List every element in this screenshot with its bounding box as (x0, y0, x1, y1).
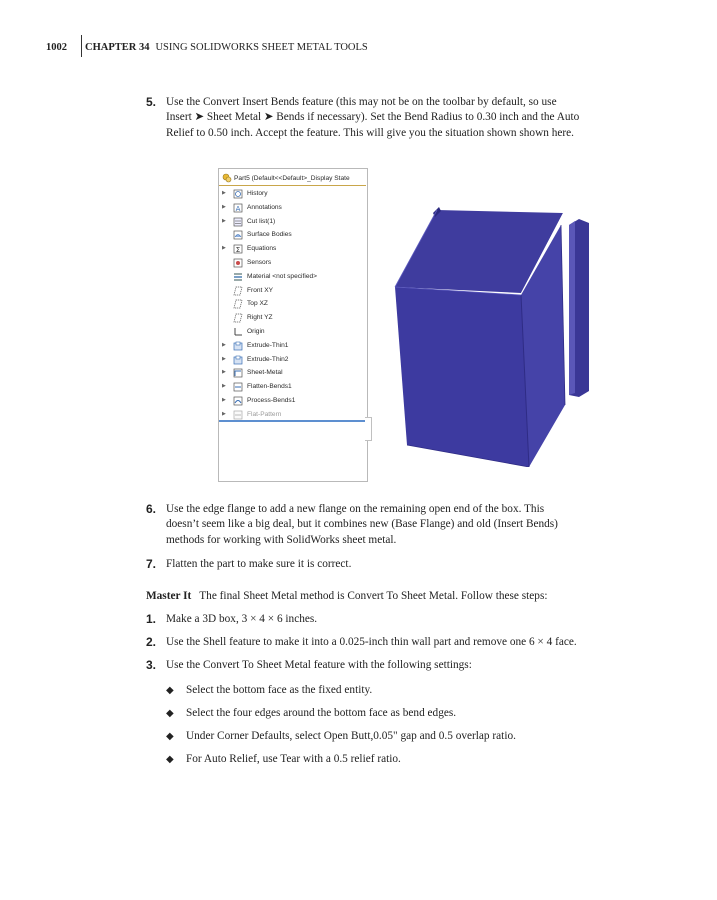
tree-item[interactable] (219, 285, 366, 297)
step-text (166, 502, 558, 548)
tree-item[interactable] (219, 243, 366, 255)
tree-item-label: Equations (247, 245, 277, 253)
left-face (395, 287, 529, 467)
chapter-heading (85, 41, 368, 54)
step-text (166, 95, 579, 141)
tree-item[interactable] (219, 202, 366, 214)
step-line: Use the Convert Insert Bends feature (this may not be on the toolbar by default, so use (166, 96, 557, 108)
rollback-bar[interactable] (219, 420, 366, 422)
expand-arrow-icon[interactable]: ▶ (222, 383, 226, 390)
tree-item[interactable] (219, 312, 366, 324)
bullet-text: Select the four edges around the bottom face as bend edges. (186, 707, 457, 719)
tree-item-label: History (247, 190, 268, 197)
step-number: 6. (146, 502, 157, 516)
svg-text:Σ: Σ (235, 246, 241, 255)
step-text (166, 557, 351, 572)
origin-icon (233, 327, 243, 337)
tree-item[interactable] (219, 257, 366, 269)
plane-icon (233, 299, 243, 309)
step-line: Relief to 0.50 inch. Accept the feature. This will give you the situation shown shown here. (166, 126, 574, 139)
bullet-diamond-icon: ◆ (166, 708, 174, 719)
step-number: 2. (146, 635, 157, 649)
step-text: Use the Shell feature to make it into a 0.025-inch thin wall part and remove one 6 × 4 face. (166, 636, 577, 648)
tree-item-label: Extrude-Thin2 (247, 355, 289, 363)
process-bends-icon (233, 396, 243, 406)
step-line: Flatten the part to make sure it is correct. (166, 558, 352, 570)
plane-icon (233, 286, 243, 296)
bullet-text: For Auto Relief, use Tear with a 0.5 relief ratio. (186, 753, 401, 765)
tree-item[interactable] (219, 216, 366, 228)
bullet-diamond-icon: ◆ (166, 754, 174, 765)
tree-item-label: Front XY (247, 286, 274, 294)
flat-pattern-icon (233, 410, 243, 420)
expand-arrow-icon[interactable]: ▶ (222, 203, 226, 210)
tree-item[interactable] (219, 381, 366, 393)
tree-item-label: Extrude-Thin1 (247, 341, 289, 349)
bullet-diamond-icon: ◆ (166, 731, 174, 742)
tree-item-label: Flat-Pattern (247, 410, 282, 418)
tree-item-label: Sheet-Metal (247, 369, 283, 377)
step-number: 3. (146, 658, 157, 672)
master-it-callout (146, 589, 548, 604)
feature-manager-tree (218, 168, 368, 482)
tree-item-label: Material <not specified> (247, 272, 318, 280)
step-line: methods for working with SolidWorks sheet metal. (166, 533, 397, 546)
page-number: 1002 (46, 42, 67, 53)
tree-item[interactable] (219, 395, 366, 407)
panel-collapse-tab[interactable] (365, 417, 372, 441)
header-divider (81, 35, 82, 57)
tree-item-label: Annotations (247, 203, 282, 211)
equations-icon (233, 244, 243, 254)
sheet-metal-box-model (393, 205, 623, 467)
tree-item[interactable] (219, 188, 366, 200)
material-icon (233, 272, 243, 282)
tree-item[interactable] (219, 298, 366, 310)
expand-arrow-icon[interactable]: ▶ (222, 410, 226, 417)
extrude-icon (233, 341, 243, 351)
sensors-icon (233, 258, 243, 268)
step-line: doesn’t seem like a big deal, but it combines new (Base Flange) and old (Insert Bends) (166, 518, 558, 531)
bullet-text: Select the bottom face as the fixed entity. (186, 684, 373, 696)
tree-item-label: Flatten-Bends1 (247, 383, 292, 391)
tree-item-label: Sensors (247, 259, 272, 266)
tree-item[interactable] (219, 409, 366, 421)
chapter-label: CHAPTER 34 (85, 42, 150, 53)
expand-arrow-icon[interactable]: ▶ (222, 397, 226, 403)
tree-item[interactable] (219, 326, 366, 338)
step-number: 1. (146, 612, 157, 626)
tree-item[interactable] (219, 229, 366, 241)
tree-item-label: Top XZ (247, 300, 268, 308)
expand-arrow-icon[interactable]: ▶ (222, 190, 226, 196)
step-text: Make a 3D box, 3 × 4 × 6 inches. (166, 613, 318, 625)
annotations-icon (233, 203, 243, 213)
surface-bodies-icon (233, 230, 243, 240)
step-number: 5. (146, 95, 157, 109)
master-it-text: The final Sheet Metal method is Convert To Sheet Metal. Follow these steps: (199, 590, 548, 602)
tree-item-label: Surface Bodies (247, 231, 292, 239)
expand-arrow-icon[interactable]: ▶ (222, 217, 226, 224)
tree-item[interactable] (219, 354, 366, 366)
flatten-bends-icon (233, 382, 243, 392)
tree-item-label: Right YZ (247, 314, 273, 322)
master-it-label: Master It (146, 590, 192, 602)
extrude-icon (233, 355, 243, 365)
expand-arrow-icon[interactable]: ▶ (222, 369, 226, 376)
step-text: Use the Convert To Sheet Metal feature with the following settings: (166, 659, 472, 671)
step-line: Insert ➤ Sheet Metal ➤ Bends if necessary). Set the Bend Radius to 0.30 inch and the Auto (166, 111, 580, 124)
tree-item-label: Process-Bends1 (247, 397, 296, 404)
tree-root[interactable] (219, 173, 366, 186)
chapter-title: USING SOLIDWORKS SHEET METAL TOOLS (155, 42, 368, 53)
tree-item[interactable] (219, 340, 366, 352)
step-number: 7. (146, 557, 157, 571)
expand-arrow-icon[interactable]: ▶ (222, 245, 226, 252)
step-line: Use the edge flange to add a new flange on the remaining open end of the box. This (166, 503, 545, 515)
bullet-diamond-icon: ◆ (166, 685, 174, 696)
tree-item[interactable] (219, 367, 366, 379)
cut-list-icon (233, 217, 243, 227)
sheet-metal-icon (233, 368, 243, 378)
right-flange-edge (569, 221, 575, 395)
tree-item-label: Origin (247, 328, 265, 335)
tree-item[interactable] (219, 271, 366, 283)
expand-arrow-icon[interactable]: ▶ (222, 355, 226, 362)
history-icon (233, 189, 243, 199)
svg-text:A: A (235, 204, 241, 213)
plane-icon (233, 313, 243, 323)
tree-item-label: Cut list(1) (247, 217, 276, 225)
tree-root-label: Part5 (Default<<Default>_Display State (234, 175, 350, 182)
bullet-text: Under Corner Defaults, select Open Butt,0.05" gap and 0.5 overlap ratio. (186, 730, 516, 742)
expand-arrow-icon[interactable]: ▶ (222, 341, 226, 348)
part-icon (222, 173, 232, 183)
